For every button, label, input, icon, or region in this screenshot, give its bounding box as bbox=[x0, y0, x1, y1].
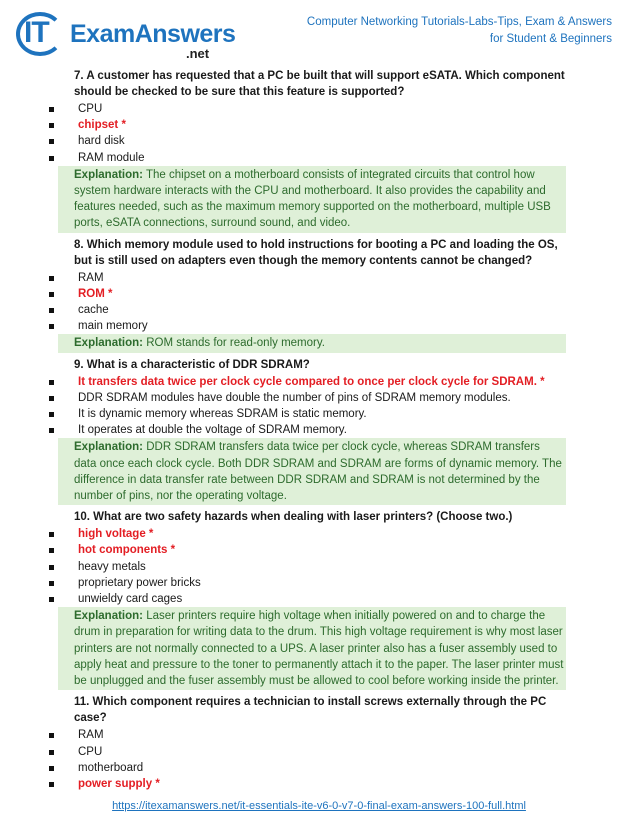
answer-options-list bbox=[58, 526, 566, 607]
answer-option: DDR SDRAM modules have double the number of pins of SDRAM memory modules. bbox=[58, 390, 566, 406]
answer-option: RAM bbox=[58, 270, 566, 286]
answer-options-list bbox=[58, 101, 566, 166]
answer-option: CPU bbox=[58, 744, 566, 760]
answer-option: CPU bbox=[58, 101, 566, 117]
answer-option-correct: high voltage * bbox=[58, 526, 566, 542]
tagline-line-1: Computer Networking Tutorials-Labs-Tips, Exam & Answers bbox=[306, 16, 612, 28]
question-block bbox=[58, 509, 566, 690]
source-url-link[interactable]: https://itexamanswers.net/it-essentials-ite-v6-0-v7-0-final-exam-answers-100-full.html bbox=[112, 800, 526, 812]
question-text: 7. A customer has requested that a PC be built that will support eSATA. Which component should be checked to be sure that this feature is supported? bbox=[74, 70, 565, 98]
answer-option-correct: chipset * bbox=[58, 117, 566, 133]
page-header bbox=[0, 0, 638, 66]
explanation-text: ROM stands for read-only memory. bbox=[143, 337, 325, 350]
question-block bbox=[58, 237, 566, 353]
answer-option-correct: power supply * bbox=[58, 776, 566, 792]
question-text: 8. Which memory module used to hold instructions for booting a PC and loading the OS, but is still used on adapters even though the memory contents cannot be changed? bbox=[74, 238, 558, 267]
answer-option-correct: ROM * bbox=[58, 286, 566, 302]
answer-option: It is dynamic memory whereas SDRAM is static memory. bbox=[58, 406, 566, 422]
tagline-line-2: for Student & Beginners bbox=[489, 33, 612, 45]
logo-name: ExamAnswers bbox=[70, 20, 236, 48]
answer-option-correct: hot components * bbox=[58, 542, 566, 558]
explanation-box bbox=[58, 607, 566, 690]
answer-option: cache bbox=[58, 302, 566, 318]
answer-option: RAM bbox=[58, 727, 566, 743]
answer-option: proprietary power bricks bbox=[58, 575, 566, 591]
answer-option: RAM module bbox=[58, 150, 566, 166]
site-tagline bbox=[282, 14, 612, 48]
explanation-label: Explanation: bbox=[74, 441, 144, 454]
answer-option: unwieldy card cages bbox=[58, 591, 566, 607]
question-block bbox=[58, 68, 566, 233]
answer-option-correct: It transfers data twice per clock cycle compared to once per clock cycle for SDRAM. * bbox=[58, 374, 566, 390]
question-text: 10. What are two safety hazards when dealing with laser printers? (Choose two.) bbox=[74, 511, 513, 524]
explanation-box bbox=[58, 438, 566, 505]
question-block bbox=[58, 357, 566, 506]
answer-option: main memory bbox=[58, 318, 566, 334]
question-block bbox=[58, 694, 566, 792]
logo-prefix: IT bbox=[24, 16, 49, 49]
question-text: 9. What is a characteristic of DDR SDRAM? bbox=[74, 358, 310, 371]
answer-option: heavy metals bbox=[58, 559, 566, 575]
explanation-text: The chipset on a motherboard consists of integrated circuits that control how system hardware interacts with the CPU and motherboard. It also provides the capability and features needed, such as the maximum memory supported on the motherboard, multiple USB ports, eSATA connections, surround sound, and video. bbox=[74, 168, 551, 230]
explanation-label: Explanation: bbox=[74, 610, 144, 623]
answer-option: hard disk bbox=[58, 133, 566, 149]
explanation-label: Explanation: bbox=[74, 168, 144, 181]
answer-options-list bbox=[58, 270, 566, 335]
answer-option: It operates at double the voltage of SDRAM memory. bbox=[58, 422, 566, 438]
explanation-box bbox=[58, 334, 566, 352]
explanation-text: Laser printers require high voltage when initially powered on and to charge the drum in preparation for writing data to the drum. This high voltage requirement is why most laser printers are not normally connected to a UPS. A laser printer also has a fuser assembly used to apply heat and pressure to the toner to permanently attach it to the paper. The laser printer must be unplugged and the fuser assembly must be allowed to cool before working inside the printer. bbox=[74, 610, 564, 688]
explanation-box bbox=[58, 166, 566, 233]
explanation-text: DDR SDRAM transfers data twice per clock cycle, whereas SDRAM transfers data once each clock cycle. Both DDR SDRAM and SDRAM are forms of dynamic memory. The difference in data transfer rate between DDR SDRAM and SDRAM is not determined by the number of pins, nor the operating voltage. bbox=[74, 441, 562, 503]
answer-options-list bbox=[58, 727, 566, 792]
logo-suffix: .net bbox=[186, 46, 210, 61]
site-logo[interactable] bbox=[14, 10, 236, 61]
answer-options-list bbox=[58, 374, 566, 439]
questions-container bbox=[58, 68, 566, 793]
answer-option: motherboard bbox=[58, 760, 566, 776]
question-text: 11. Which component requires a technician to install screws externally through the PC case? bbox=[74, 696, 547, 725]
explanation-label: Explanation: bbox=[74, 337, 144, 350]
